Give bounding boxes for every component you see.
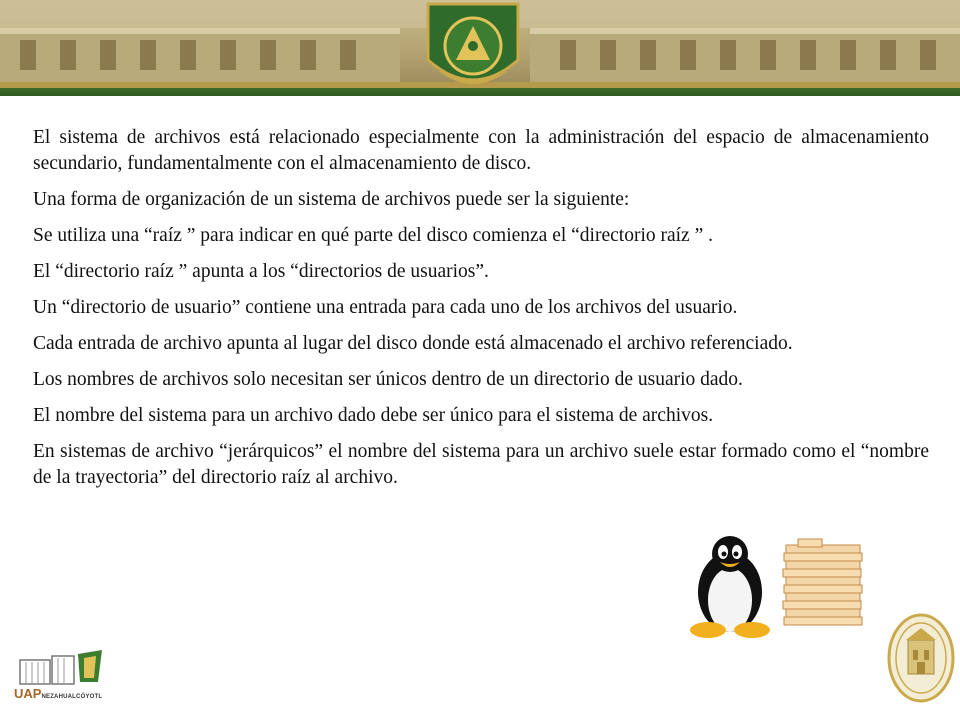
paragraph-5: Un “directorio de usuario” contiene una entrada para cada uno de los archivos del usuario. [33, 297, 738, 318]
paragraph-1: El sistema de archivos está relacionado especialmente con la administración del espacio de almacenamiento secundario, fundamentalmente con el almacenamiento de disco. [33, 127, 929, 174]
university-crest-icon [418, 0, 528, 96]
paragraph-3: Se utiliza una “raíz ” para indicar en qué parte del disco comienza el “directorio raíz ” . [33, 225, 713, 246]
paragraph-7: Los nombres de archivos solo necesitan ser únicos dentro de un directorio de usuario dado. [33, 369, 743, 390]
paragraph-9: En sistemas de archivo “jerárquicos” el nombre del sistema para un archivo suele estar formado como el “nombre de la trayectoria” del directorio raíz al archivo. [33, 441, 929, 488]
file-folders-icon [778, 535, 868, 635]
tux-penguin-icon [680, 530, 780, 640]
anniversary-seal-icon [886, 612, 956, 704]
paragraph-2: Una forma de organización de un sistema de archivos puede ser la siguiente: [33, 189, 630, 210]
uap-campus: NEZAHUALCÓYOTL [41, 694, 103, 700]
paragraph-4: El “directorio raíz ” apunta a los “directorios de usuarios”. [33, 261, 489, 282]
paragraph-8: El nombre del sistema para un archivo dado debe ser único para el sistema de archivos. [33, 405, 714, 426]
uap-label: UAP [14, 686, 42, 701]
uap-logo-text [14, 686, 102, 701]
slide-body [33, 125, 929, 501]
paragraph-6: Cada entrada de archivo apunta al lugar del disco donde está almacenado el archivo referenciado. [33, 333, 793, 354]
